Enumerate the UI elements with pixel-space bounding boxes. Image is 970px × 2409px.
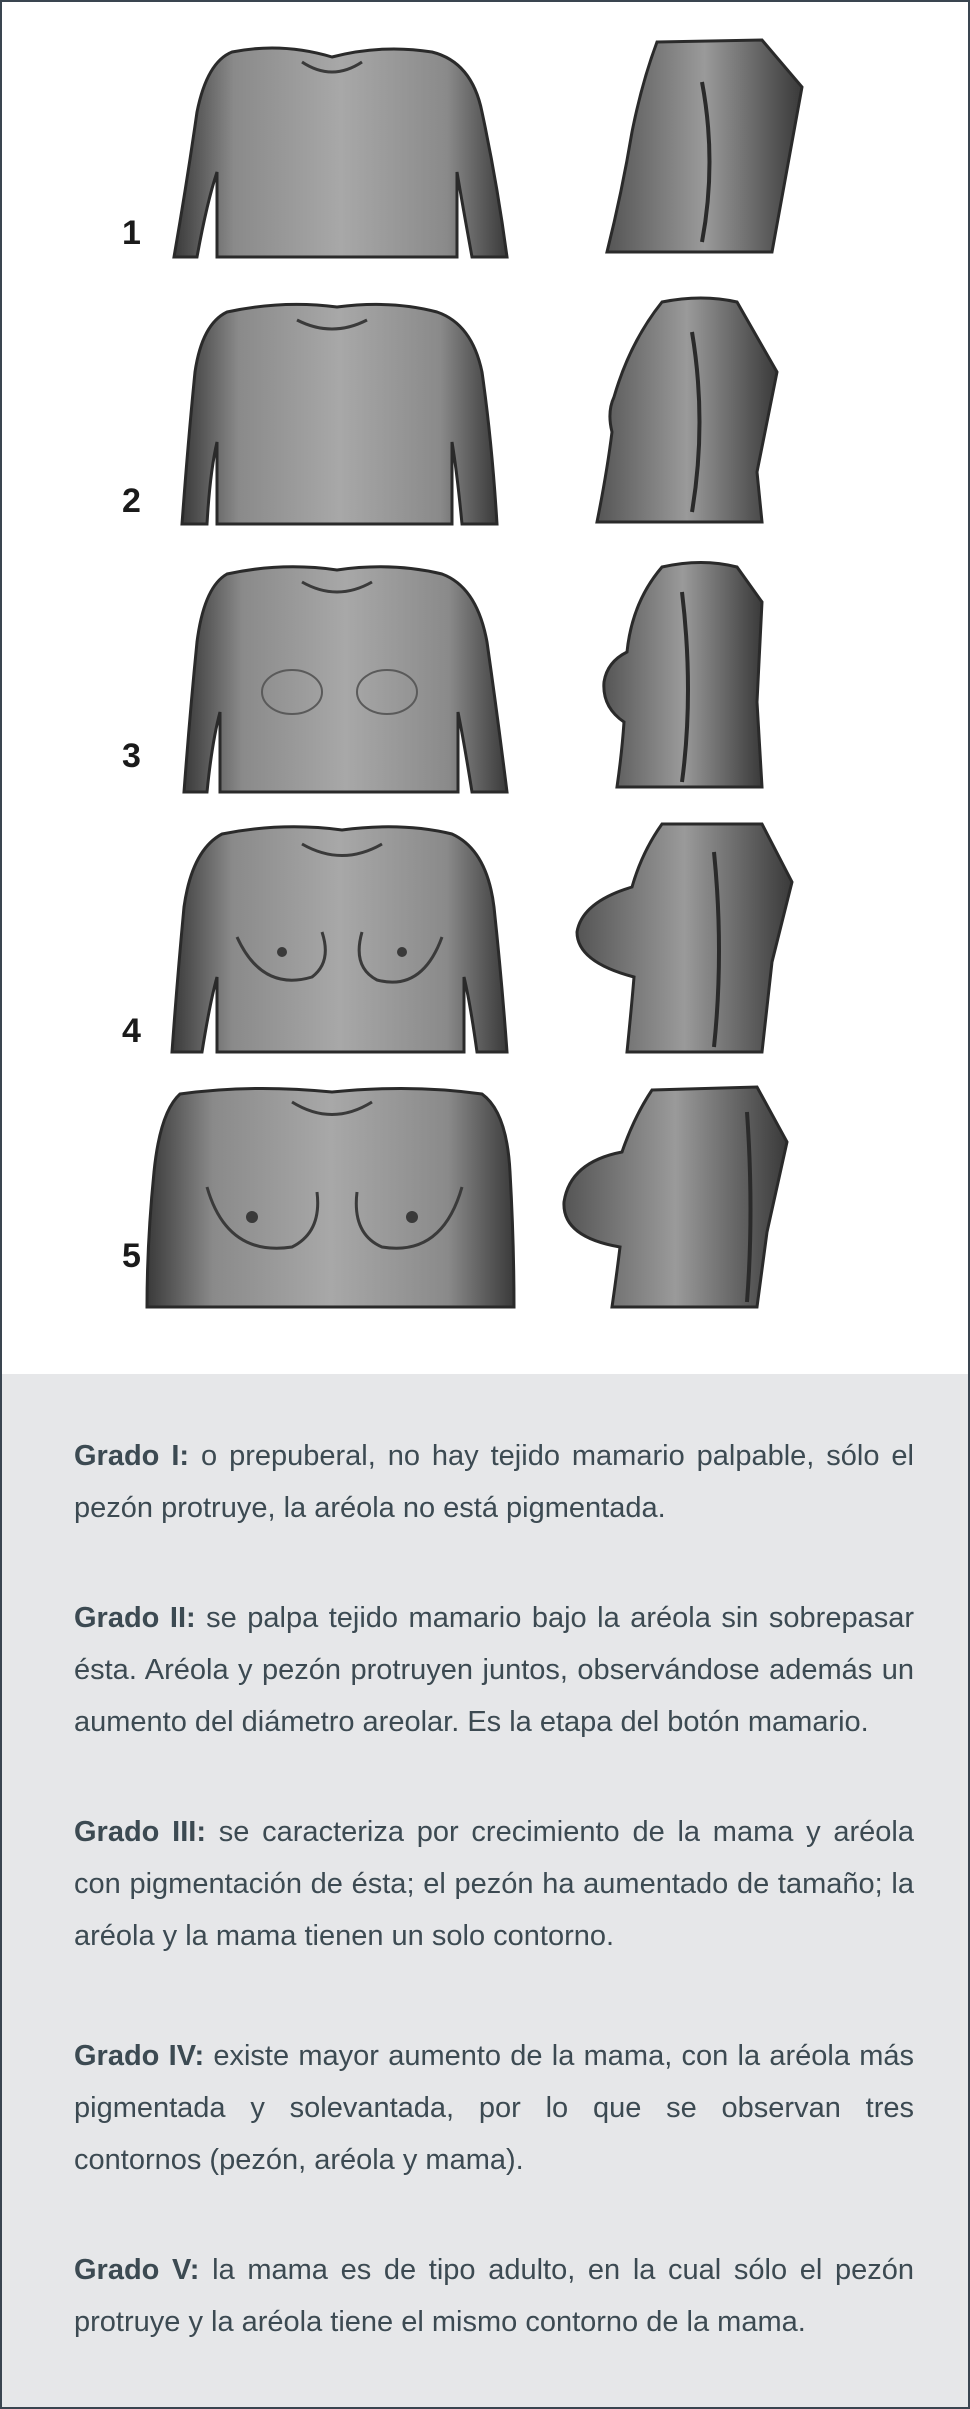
- grade-5-text: la mama es de tipo adulto, en la cual sólo el pezón protruye y la aréola tiene el mismo contorno de la mama.: [74, 2254, 915, 2338]
- stage-number-1: 1: [122, 214, 141, 252]
- side-profile-stage-4: [577, 824, 792, 1052]
- stage-number-5: 5: [122, 1237, 141, 1275]
- grade-2-label: Grado II:: [74, 1602, 196, 1634]
- grade-2-text: se palpa tejido mamario bajo la aréola sin sobrepasar ésta. Aréola y pezón protruyen juntos, observándose además un aumento del diámetro areolar. Es la etapa del botón mamario.: [74, 1602, 914, 1738]
- front-torso-stage-4: [172, 827, 507, 1052]
- grade-4-text: existe mayor aumento de la mama, con la aréola más pigmentada y solevantada, por lo que se observan tres contornos (pezón, aréola y mama).: [74, 2040, 914, 2176]
- grade-1-text: o prepuberal, no hay tejido mamario palpable, sólo el pezón protruye, la aréola no está pigmentada.: [74, 1440, 915, 1524]
- front-torso-stage-1: [174, 48, 507, 257]
- illustration-canvas: [2, 2, 968, 1374]
- side-profile-stage-1: [607, 40, 802, 252]
- tanner-stages-illustration: [2, 2, 968, 1374]
- front-torso-stage-5: [147, 1088, 514, 1307]
- grade-3-label: Grado III:: [74, 1816, 206, 1848]
- front-torso-stage-3: [184, 567, 507, 792]
- grade-5-description: [74, 2244, 914, 2348]
- grade-3-description: [74, 1806, 914, 1962]
- grade-3-text: se caracteriza por crecimiento de la mama y aréola con pigmentación de ésta; el pezón ha aumentado de tamaño; la aréola y la mama tienen un solo contorno.: [74, 1816, 914, 1952]
- grade-1-description: [74, 1430, 914, 1534]
- grade-4-label: Grado IV:: [74, 2040, 205, 2072]
- side-profile-stage-5: [564, 1087, 787, 1307]
- grade-descriptions-panel: [2, 1374, 968, 2407]
- side-profile-stage-3: [604, 563, 762, 788]
- stage-number-3: 3: [122, 737, 141, 775]
- grade-5-label: Grado V:: [74, 2254, 200, 2286]
- stage-number-2: 2: [122, 482, 141, 520]
- stage-number-4: 4: [122, 1012, 141, 1050]
- front-torso-stage-2: [182, 304, 497, 524]
- grade-4-description: [74, 2030, 914, 2186]
- side-profile-stage-2: [597, 298, 777, 522]
- grade-1-label: Grado I:: [74, 1440, 190, 1472]
- grade-2-description: [74, 1592, 914, 1748]
